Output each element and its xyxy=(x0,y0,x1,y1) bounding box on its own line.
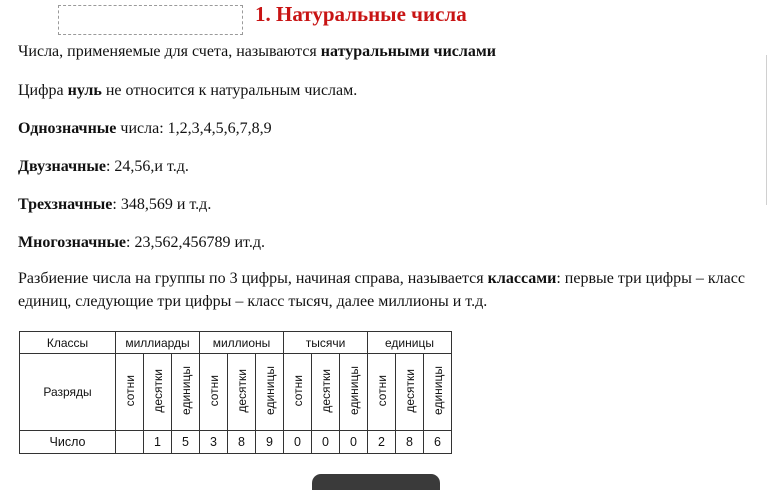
classes-row xyxy=(20,332,452,354)
class-billions: миллиарды xyxy=(116,332,200,354)
class-units: единицы xyxy=(368,332,452,354)
digit-cell: 0 xyxy=(312,431,340,454)
digit-cell: 8 xyxy=(396,431,424,454)
digit-cell: 2 xyxy=(368,431,396,454)
ranks-row xyxy=(20,354,452,431)
number-label: Число xyxy=(20,431,116,454)
rank-cell: сотни xyxy=(284,354,312,431)
page-edge xyxy=(766,55,775,205)
rank-cell: единицы xyxy=(256,354,284,431)
rank-cell: единицы xyxy=(424,354,452,431)
class-millions: миллионы xyxy=(200,332,284,354)
digit-cell: 8 xyxy=(228,431,256,454)
single-digit-line: Однозначные числа: 1,2,3,4,5,6,7,8,9 xyxy=(18,120,272,137)
ranks-label: Разряды xyxy=(20,354,116,431)
two-digit-line: Двузначные: 24,56,и т.д. xyxy=(18,158,189,175)
page-title: 1. Натуральные числа xyxy=(255,2,467,26)
rank-cell: единицы xyxy=(340,354,368,431)
image-placeholder-box xyxy=(58,5,243,35)
digit-cell: 9 xyxy=(256,431,284,454)
bottom-overlay-button[interactable] xyxy=(312,474,440,490)
three-digit-line: Трехзначные: 348,569 и т.д. xyxy=(18,196,212,213)
rank-cell: десятки xyxy=(312,354,340,431)
digit-cell: 5 xyxy=(172,431,200,454)
digit-cell xyxy=(116,431,144,454)
digit-cell: 6 xyxy=(424,431,452,454)
zero-line: Цифра нуль не относится к натуральным числам. xyxy=(18,82,358,99)
rank-cell: десятки xyxy=(144,354,172,431)
digit-classes-table xyxy=(19,331,452,454)
digit-cell: 0 xyxy=(340,431,368,454)
digit-cell: 0 xyxy=(284,431,312,454)
classes-label: Классы xyxy=(20,332,116,354)
rank-cell: сотни xyxy=(368,354,396,431)
classes-paragraph: Разбиение числа на группы по 3 цифры, начиная справа, называется классами: первые три цифры – класс единиц, следующие три цифры – класс тысяч, далее миллионы и т.д. xyxy=(18,270,745,310)
digit-cell: 1 xyxy=(144,431,172,454)
rank-cell: сотни xyxy=(200,354,228,431)
definition-line: Числа, применяемые для счета, называются натуральными числами xyxy=(18,43,496,60)
number-row xyxy=(20,431,452,454)
class-thousands: тысячи xyxy=(284,332,368,354)
rank-cell: десятки xyxy=(396,354,424,431)
rank-cell: десятки xyxy=(228,354,256,431)
digit-cell: 3 xyxy=(200,431,228,454)
rank-cell: единицы xyxy=(172,354,200,431)
multi-digit-line: Многозначные: 23,562,456789 ит.д. xyxy=(18,234,265,251)
rank-cell: сотни xyxy=(116,354,144,431)
